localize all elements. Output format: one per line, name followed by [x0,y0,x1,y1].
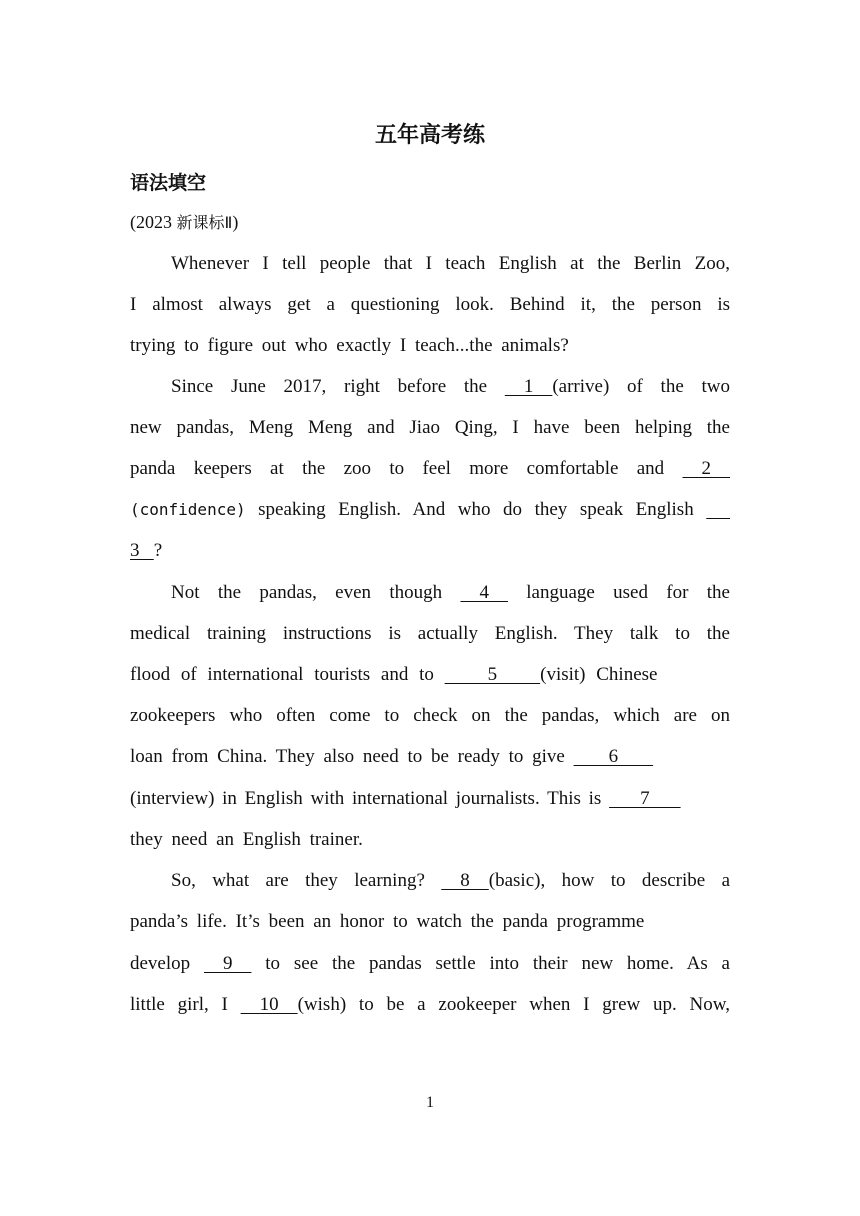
blank-1[interactable]: 1 [504,376,553,397]
text-run: Since June 2017, right before the [171,376,505,397]
text-run: panda keepers at the zoo to feel more comfortable and [130,458,683,479]
source-label: 新课标Ⅱ [176,213,233,232]
text-run: So, what are they learning? [171,870,442,891]
text-run: speaking English. And who do they speak English [245,499,707,520]
section-heading: 语法填空 [130,172,207,194]
source-open: (2023 [130,212,177,232]
blank-10[interactable]: 10 [240,994,298,1015]
text-run: ? [153,540,163,561]
text-line [130,538,162,564]
blank-8[interactable]: 8 [441,870,489,891]
text-line [130,951,730,977]
text-line [130,786,681,812]
blank-6[interactable]: 6 [573,746,654,767]
source-close: ) [232,212,239,232]
text-line [130,992,730,1018]
text-run: (interview) in English with international journalists. This is [130,788,610,809]
text-run: flood of international tourists and to [130,664,445,685]
source-note [130,210,238,233]
text-run: (basic), how to describe a [488,870,730,891]
blank-5[interactable]: 5 [444,664,541,685]
blank-7[interactable]: 7 [609,788,681,809]
blank-3[interactable]: 3 [130,540,154,561]
text-line: Whenever I tell people that I teach English at the Berlin Zoo, [171,253,730,274]
text-run: language used for the [507,582,730,603]
text-line: panda’s life. It’s been an honor to watch the panda programme [130,911,645,932]
text-run: (wish) to be a zookeeper when I grew up. Now, [297,994,730,1015]
text-line [130,662,657,688]
text-line: they need an English trainer. [130,829,363,850]
text-run: loan from China. They also need to be ready to give [130,746,574,767]
text-run: (confidence) [130,500,246,519]
blank-9[interactable]: 9 [203,953,252,974]
text-run: to see the pandas settle into their new home. As a [251,953,730,974]
text-line: I almost always get a questioning look. Behind it, the person is [130,294,730,315]
text-line [130,744,653,770]
text-line [130,456,730,482]
text-line: zookeepers who often come to check on the pandas, which are on [130,705,730,726]
text-run: Not the pandas, even though [171,582,461,603]
text-line [171,374,730,400]
page-number: 1 [426,1094,434,1111]
text-run: (arrive) of the two [552,376,731,397]
blank-2[interactable]: 2 [682,458,730,479]
text-run: develop [130,953,204,974]
text-line [130,497,730,523]
text-run: (visit) Chinese [540,664,658,685]
text-line: medical training instructions is actually English. They talk to the [130,623,730,644]
text-line [171,580,730,606]
blank-4[interactable]: 4 [460,582,508,603]
text-line [171,868,730,894]
text-line: new pandas, Meng Meng and Jiao Qing, I have been helping the [130,417,730,438]
blank-3-start[interactable] [706,497,730,523]
text-line: trying to figure out who exactly I teach...the animals? [130,335,569,356]
text-run: little girl, I [130,994,241,1015]
page-title: 五年高考练 [374,123,485,148]
